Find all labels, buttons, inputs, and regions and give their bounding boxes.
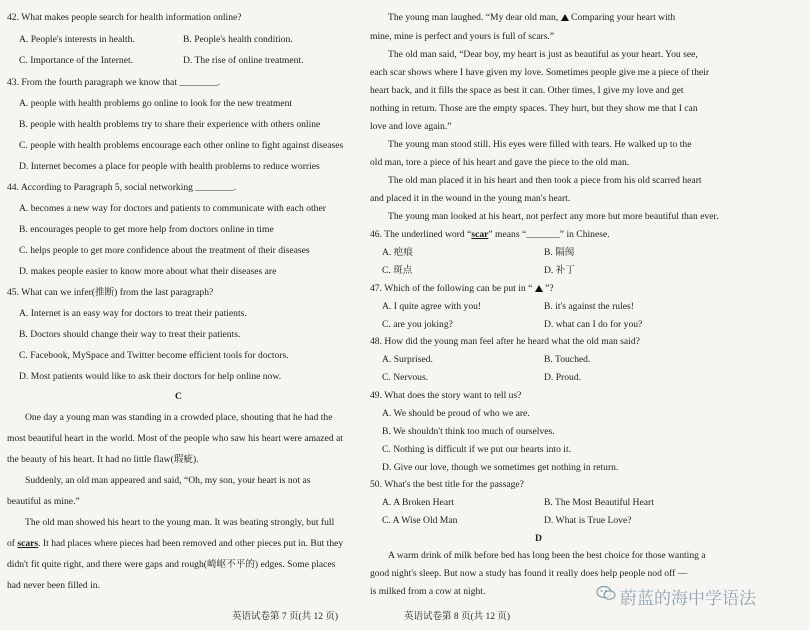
story-line-6: nothing in return. Those are the empty spaces. They hurt, but they show me that I can — [370, 103, 698, 114]
story-line-10: The old man placed it in his heart and then took a piece from his old scarred heart — [388, 175, 702, 186]
q43-option-c: C. people with health problems encourage each other online to fight against diseases — [19, 140, 344, 151]
q48-option-d: D. Proud. — [544, 372, 582, 383]
story-line-5: heart back, and it fills the space as best it can. Other times, I give my love and get — [370, 85, 684, 96]
story-line-8: The young man stood still. His eyes were filled with tears. He walked up to the — [388, 139, 692, 150]
q47-option-d: D. what can I do for you? — [544, 319, 643, 330]
c-para-line-2: most beautiful heart in the world. Most of the people who saw his heart were amazed at — [7, 433, 343, 444]
story-line-4: each scar shows where I have given my love. Sometimes people give me a piece of their — [370, 67, 710, 78]
q47-option-a: A. I quite agree with you! — [382, 301, 482, 312]
q46-option-c: C. 斑点 — [382, 265, 413, 276]
q45-option-b: B. Doctors should change their way to treat their patients. — [19, 329, 241, 340]
footer-page-8: 英语试卷第 8 页(共 12 页) — [404, 612, 511, 622]
c-para-line-6: The old man showed his heart to the young man. It was beating strongly, but full — [25, 517, 335, 528]
c-para-line-7-pre: of — [7, 538, 18, 549]
q48-stem: 48. How did the young man feel after he heard what the old man said? — [370, 336, 640, 347]
q44-option-b: B. encourages people to get more help from doctors online in time — [19, 224, 274, 235]
c-para-line-7 — [7, 538, 343, 550]
d-para-line-2: good night's sleep. But now a study has found it really does help people nod off — — [370, 568, 688, 579]
q49-stem: 49. What does the story want to tell us? — [370, 390, 522, 401]
d-para-line-1: A warm drink of milk before bed has long been the best choice for those wanting a — [388, 550, 706, 561]
q47-stem — [370, 283, 554, 295]
q50-stem: 50. What's the best title for the passage? — [370, 479, 524, 490]
q47-option-c: C. are you joking? — [382, 319, 453, 330]
story-line-11: and placed it in the wound in the young man's heart. — [370, 193, 571, 204]
story-line-7: love and love again.” — [370, 121, 452, 132]
wechat-icon — [596, 585, 616, 601]
story-line-1 — [388, 12, 675, 24]
q46-option-d: D. 补丁 — [544, 265, 575, 276]
q46-option-b: B. 隔阂 — [544, 247, 575, 258]
story-line-9: old man, tore a piece of his heart and gave the piece to the old man. — [370, 157, 630, 168]
story-line-3: The old man said, “Dear boy, my heart is just as beautiful as your heart. You see, — [388, 49, 698, 60]
q49-option-a: A. We should be proud of who we are. — [382, 408, 530, 419]
triangle-blank-icon — [561, 14, 569, 21]
q44-option-d: D. makes people easier to know more about what their diseases are — [19, 266, 277, 277]
q44-option-c: C. helps people to get more confidence about the treatment of their diseases — [19, 245, 310, 256]
c-para-line-5: beautiful as mine.” — [7, 496, 80, 507]
q45-option-a: A. Internet is an easy way for doctors to treat their patients. — [19, 308, 247, 319]
q45-stem: 45. What can we infer(推断) from the last paragraph? — [7, 287, 214, 298]
story-line-1-pre: The young man laughed. “My dear old man, — [388, 12, 561, 23]
scars-underlined: scars — [17, 538, 39, 549]
q44-option-a: A. becomes a new way for doctors and patients to communicate with each other — [19, 203, 326, 214]
c-para-line-3: the beauty of his heart. It had no little flaw(瑕疵). — [7, 454, 199, 465]
story-line-1-post: Comparing your heart with — [568, 12, 676, 23]
section-d-heading: D — [535, 533, 542, 544]
q50-option-a: A. A Broken Heart — [382, 497, 454, 508]
q43-option-b: B. people with health problems try to share their experience with others online — [19, 119, 321, 130]
q47-stem-post: ”? — [542, 283, 554, 294]
q43-stem: 43. From the fourth paragraph we know that ________. — [7, 77, 221, 88]
q48-option-a: A. Surprised. — [382, 354, 433, 365]
q43-option-a: A. people with health problems go online to look for the new treatment — [19, 98, 293, 109]
q46-scar-underlined: scar — [471, 229, 489, 240]
q42-option-b: B. People's health condition. — [183, 34, 293, 45]
q42-option-a: A. People's interests in health. — [19, 34, 135, 45]
q48-option-b: B. Touched. — [544, 354, 591, 365]
c-para-line-8: didn't fit quite right, and there were gaps and rough(崎岖不平的) edges. Some places — [7, 559, 336, 570]
d-para-line-3: is milked from a cow at night. — [370, 586, 486, 597]
triangle-blank-icon-q47 — [535, 285, 543, 292]
q47-stem-pre: 47. Which of the following can be put in “ — [370, 283, 535, 294]
q49-option-d: D. Give our love, though we sometimes get nothing in return. — [382, 462, 619, 473]
watermark-text: 蔚蓝的海中学语法 — [620, 589, 756, 609]
c-para-line-1: One day a young man was standing in a crowded place, shouting that he had the — [25, 412, 333, 423]
q45-option-d: D. Most patients would like to ask their doctors for help online now. — [19, 371, 282, 382]
section-c-heading: C — [175, 391, 182, 402]
q42-option-c: C. Importance of the Internet. — [19, 55, 134, 66]
q44-stem: 44. According to Paragraph 5, social networking ________. — [7, 182, 237, 193]
c-para-line-9: had never been filled in. — [7, 580, 100, 591]
q50-option-c: C. A Wise Old Man — [382, 515, 458, 526]
c-para-line-7-post: . It had places where pieces had been removed and other pieces put in. But they — [38, 538, 344, 549]
q49-option-c: C. Nothing is difficult if we put our hearts into it. — [382, 444, 572, 455]
q48-option-c: C. Nervous. — [382, 372, 429, 383]
q46-option-a: A. 疤痕 — [382, 247, 413, 258]
footer-page-7: 英语试卷第 7 页(共 12 页) — [232, 612, 339, 622]
q46-stem-post: ” means “_______” in Chinese. — [488, 229, 610, 240]
q46-stem-pre: 46. The underlined word “ — [370, 229, 472, 240]
q42-stem: 42. What makes people search for health information online? — [7, 12, 242, 23]
q46-stem — [370, 229, 610, 241]
c-para-line-4: Suddenly, an old man appeared and said, “Oh, my son, your heart is not as — [25, 475, 311, 486]
q42-option-d: D. The rise of online treatment. — [183, 55, 304, 66]
story-line-2: mine, mine is perfect and yours is full of scars.” — [370, 31, 555, 42]
q50-option-b: B. The Most Beautiful Heart — [544, 497, 654, 508]
q43-option-d: D. Internet becomes a place for people with health problems to reduce worries — [19, 161, 320, 172]
q45-option-c: C. Facebook, MySpace and Twitter become efficient tools for doctors. — [19, 350, 289, 361]
q47-option-b: B. it's against the rules! — [544, 301, 634, 312]
story-line-12: The young man looked at his heart, not perfect any more but more beautiful than ever. — [388, 211, 719, 222]
q49-option-b: B. We shouldn't think too much of ourselves. — [382, 426, 555, 437]
q50-option-d: D. What is True Love? — [544, 515, 632, 526]
